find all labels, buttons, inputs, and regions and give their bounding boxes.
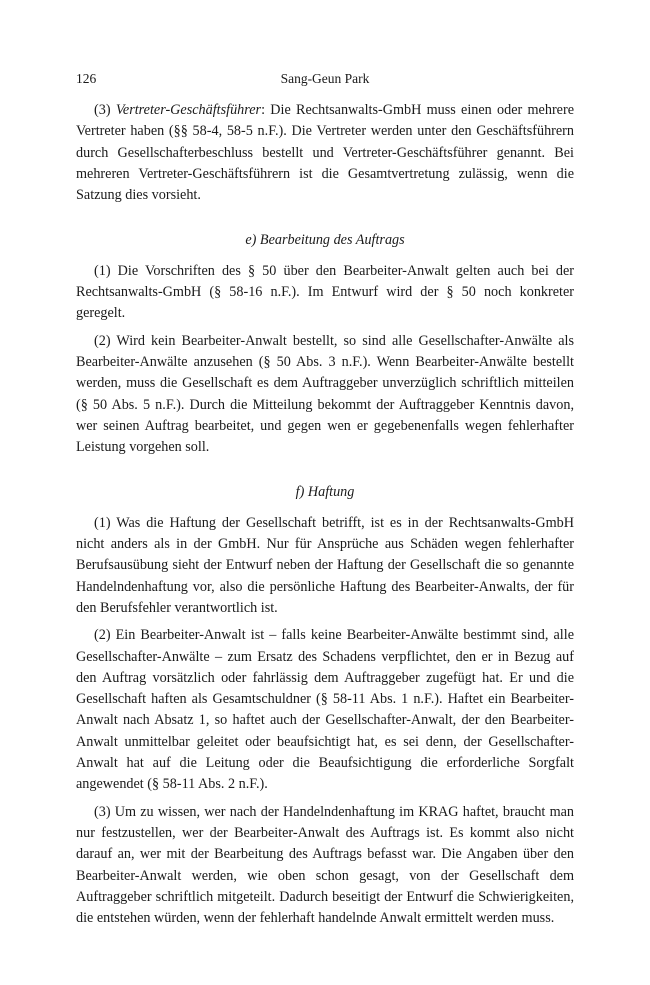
paragraph-bearbeitung-2: (2) Wird kein Bearbeiter-Anwalt bestellt, so sind alle Gesellschafter-Anwälte als Bearbeiter-Anwälte anzusehen (§ 50 Abs. 3 n.F.). Wenn Bearbeiter-Anwälte bestellt werden, muss die Gesellschaft es dem Auftraggeber unverzüglich schriftlich mitteilen (§ 50 Abs. 5 n.F.). Durch die Mitteilung bekommt der Auftraggeber Kenntnis davon, wer seinen Auftrag bearbeitet, und gegen wen er gegebenenfalls wegen fehlerhafter Leistung vorgehen soll.	[76, 332, 574, 456]
body-text	[76, 100, 574, 929]
paragraph-number: (3)	[94, 102, 116, 118]
running-title: Sang-Geun Park	[280, 71, 370, 86]
paragraph-vertreter-geschaeftsfuehrer	[76, 100, 574, 206]
paragraph-haftung-3: (3) Um zu wissen, wer nach der Handelndenhaftung im KRAG haftet, braucht man nur festzustellen, wer der Bearbeiter-Anwalt des Auftrags ist. Es kommt also nicht darauf an, wer mit der Bearbeitung des Auftrags befasst war. Die Angaben über den Bearbeiter-Anwalt werden, wie oben schon gesagt, von der Gesellschaft dem Auftraggeber schriftlich mitgeteilt. Dadurch beseitigt der Entwurf die Schwierigkeiten, die entstehen würden, wenn der fehlerhaft handelnde Anwalt ermittelt werden muss.	[76, 803, 574, 927]
paragraph-haftung-2: (2) Ein Bearbeiter-Anwalt ist – falls keine Bearbeiter-Anwälte bestimmt sind, alle Gesellschafter-Anwälte – zum Ersatz des Schadens verpflichtet, den er in Bezug auf den Auftrag vorsätzlich oder fahrlässig dem Auftraggeber zugefügt hat. Er und die Gesellschaft haften als Gesamtschuldner (§ 58-11 Abs. 1 n.F.). Haftet ein Bearbeiter-Anwalt nach Absatz 1, so haftet auch der Gesellschafter-Anwalt, der den Bearbeiter-Anwalt unmittelbar geleitet oder beaufsichtigt hat, es sei denn, der Gesellschafter-Anwalt hat auf die Leitung oder die Beaufsichtigung die erforderliche Sorgfalt angewendet (§ 58-11 Abs. 2 n.F.).	[76, 627, 574, 793]
paragraph-bearbeitung-1: (1) Die Vorschriften des § 50 über den Bearbeiter-Anwalt gelten auch bei der Rechtsanwalts-GmbH (§ 58-16 n.F.). Im Entwurf wird der § 50 noch konkreter geregelt.	[76, 262, 574, 322]
section-heading-bearbeitung: e) Bearbeitung des Auftrags	[245, 232, 405, 249]
running-head	[76, 71, 574, 91]
paragraph-text: : Die Rechtsanwalts-GmbH muss einen oder mehrere Vertreter haben (§§ 58-4, 58-5 n.F.). Die Vertreter werden unter den Geschäftsführern durch Gesellschafterbeschluss bestellt und Vertreter-Geschäftsführer genannt. Bei mehreren Vertreter-Geschäftsführern ist die Gesamtvertretung zulässig, wenn die Satzung dies vorsieht.	[76, 102, 574, 204]
paragraph-haftung-1: (1) Was die Haftung der Gesellschaft betrifft, ist es in der Rechtsanwalts-GmbH nicht anders als in der GmbH. Nur für Ansprüche aus Schäden wegen fehlerhafter Berufsausübung sieht der Entwurf neben der Haftung der Gesellschaft die so genannte Handelndenhaftung vor, also die persönliche Haftung des Bearbeiter-Anwalts, der für den Berufsfehler verantwortlich ist.	[76, 514, 574, 616]
paragraph-label: Vertreter-Geschäftsführer	[115, 102, 262, 118]
page-number: 126	[76, 71, 97, 86]
section-heading-haftung: f) Haftung	[295, 484, 355, 501]
book-page	[76, 0, 574, 985]
